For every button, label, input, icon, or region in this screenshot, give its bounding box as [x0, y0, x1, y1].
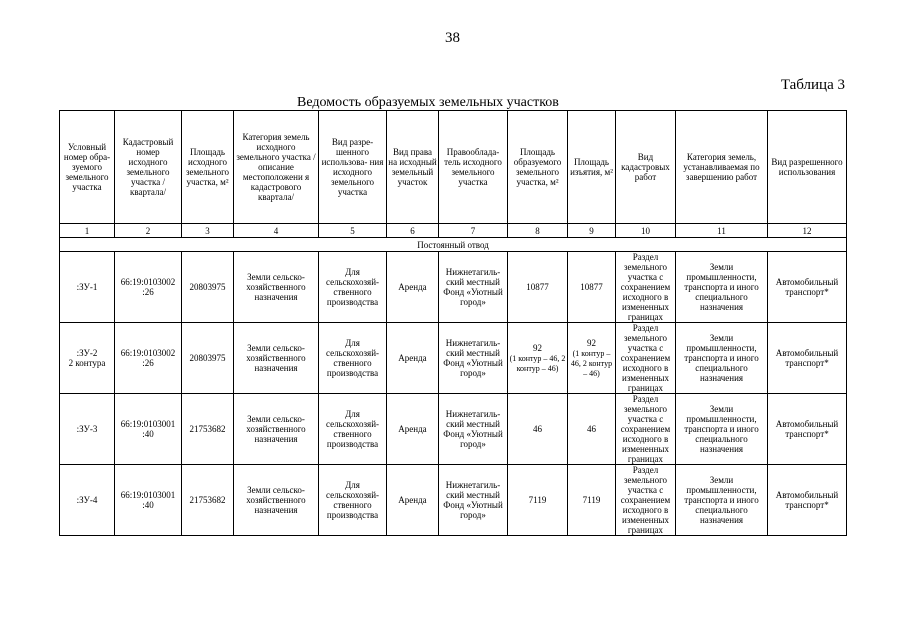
permitted-use-cell: Автомобильный транспорт*	[768, 323, 847, 394]
holder-cell: Нижнетагиль- ский местный Фонд «Уютный город»	[439, 394, 508, 465]
seized-area-cell: 10877	[568, 252, 616, 323]
holder-cell: Нижнетагиль- ский местный Фонд «Уютный город»	[439, 252, 508, 323]
right-type-cell: Аренда	[387, 465, 439, 536]
header-cell: Площадь изъятия, м²	[568, 111, 616, 224]
column-number: 10	[616, 224, 676, 238]
column-number: 8	[508, 224, 568, 238]
final-category-cell: Земли промышленности, транспорта и иного специального назначения	[676, 394, 768, 465]
header-cell: Площадь исходного земельного участка, м²	[182, 111, 234, 224]
header-cell: Вид разре- шенного использова- ния исходного земельного участка	[319, 111, 387, 224]
column-number: 6	[387, 224, 439, 238]
column-number: 12	[768, 224, 847, 238]
header-row	[60, 111, 847, 224]
header-cell: Вид кадастровых работ	[616, 111, 676, 224]
table-row	[60, 465, 847, 536]
column-number: 7	[439, 224, 508, 238]
cadastral-number-cell: 66:19:0103002 :26	[115, 323, 182, 394]
permitted-use-source-cell: Для сельскохозяй- ственного производства	[319, 323, 387, 394]
land-category-cell: Земли сельско- хозяйственного назначения	[234, 323, 319, 394]
column-number: 11	[676, 224, 768, 238]
right-type-cell: Аренда	[387, 394, 439, 465]
plot-id: :ЗУ-4	[76, 495, 98, 505]
page-number: 38	[445, 30, 460, 46]
plot-id: :ЗУ-1	[76, 282, 98, 292]
source-area-cell: 21753682	[182, 394, 234, 465]
seized-area-cell: 7119	[568, 465, 616, 536]
column-number: 9	[568, 224, 616, 238]
plot-id: :ЗУ-2	[76, 348, 98, 358]
plot-id-cell	[60, 394, 115, 465]
permitted-use-cell: Автомобильный транспорт*	[768, 394, 847, 465]
land-plots-table	[59, 110, 847, 536]
header-cell: Правооблада- тель исходного земельного участка	[439, 111, 508, 224]
table-row	[60, 323, 847, 394]
header-cell: Вид права на исходный земельный участок	[387, 111, 439, 224]
new-area-cell: 46	[508, 394, 568, 465]
header-cell: Кадастровый номер исходного земельного участка /квартала/	[115, 111, 182, 224]
header-cell: Вид разрешенного использования	[768, 111, 847, 224]
land-category-cell: Земли сельско- хозяйственного назначения	[234, 252, 319, 323]
table-row	[60, 394, 847, 465]
column-number: 5	[319, 224, 387, 238]
header-cell: Категория земель, устанавливаемая по завершению работ	[676, 111, 768, 224]
seized-area-detail: (1 контур – 46, 2 контур – 46)	[570, 349, 613, 378]
source-area-cell: 20803975	[182, 252, 234, 323]
permitted-use-cell: Автомобильный транспорт*	[768, 465, 847, 536]
column-number: 4	[234, 224, 319, 238]
column-number: 1	[60, 224, 115, 238]
new-area-cell	[508, 323, 568, 394]
plot-id-cell	[60, 323, 115, 394]
holder-cell: Нижнетагиль- ский местный Фонд «Уютный город»	[439, 465, 508, 536]
plot-id-cell	[60, 465, 115, 536]
source-area-cell: 21753682	[182, 465, 234, 536]
permitted-use-source-cell: Для сельскохозяй- ственного производства	[319, 465, 387, 536]
cadastral-number-cell: 66:19:0103001 :40	[115, 465, 182, 536]
cadastral-works-cell: Раздел земельного участка с сохранением исходного в измененных границах	[616, 323, 676, 394]
cadastral-works-cell: Раздел земельного участка с сохранением исходного в измененных границах	[616, 394, 676, 465]
column-number-row	[60, 224, 847, 238]
new-area-cell: 7119	[508, 465, 568, 536]
right-type-cell: Аренда	[387, 252, 439, 323]
cadastral-number-cell: 66:19:0103002 :26	[115, 252, 182, 323]
table-label: Таблица 3	[780, 77, 845, 93]
section-row	[60, 238, 847, 252]
permitted-use-cell: Автомобильный транспорт*	[768, 252, 847, 323]
column-number: 3	[182, 224, 234, 238]
cadastral-number-cell: 66:19:0103001 :40	[115, 394, 182, 465]
column-number: 2	[115, 224, 182, 238]
cadastral-works-cell: Раздел земельного участка с сохранением исходного в измененных границах	[616, 465, 676, 536]
new-area-cell: 10877	[508, 252, 568, 323]
plot-id-cell	[60, 252, 115, 323]
right-type-cell: Аренда	[387, 323, 439, 394]
permitted-use-source-cell: Для сельскохозяй- ственного производства	[319, 252, 387, 323]
permitted-use-source-cell: Для сельскохозяй- ственного производства	[319, 394, 387, 465]
final-category-cell: Земли промышленности, транспорта и иного специального назначения	[676, 465, 768, 536]
land-category-cell: Земли сельско- хозяйственного назначения	[234, 394, 319, 465]
seized-area-cell: 46	[568, 394, 616, 465]
plot-id: :ЗУ-3	[76, 424, 98, 434]
final-category-cell: Земли промышленности, транспорта и иного специального назначения	[676, 252, 768, 323]
header-cell: Площадь образуемого земельного участка, м²	[508, 111, 568, 224]
header-cell: Категория земель исходного земельного участка /описание местоположени я кадастрового квартала/	[234, 111, 319, 224]
cadastral-works-cell: Раздел земельного участка с сохранением исходного в измененных границах	[616, 252, 676, 323]
seized-area-value: 92	[587, 338, 596, 348]
header-cell: Условный номер обра- зуемого земельного участка	[60, 111, 115, 224]
section-label: Постоянный отвод	[60, 238, 847, 252]
document-title: Ведомость образуемых земельных участков	[297, 95, 559, 110]
table-row	[60, 252, 847, 323]
holder-cell: Нижнетагиль- ский местный Фонд «Уютный город»	[439, 323, 508, 394]
new-area-value: 92	[533, 343, 542, 353]
seized-area-cell	[568, 323, 616, 394]
new-area-detail: (1 контур – 46, 2 контур – 46)	[509, 354, 566, 373]
land-category-cell: Земли сельско- хозяйственного назначения	[234, 465, 319, 536]
final-category-cell: Земли промышленности, транспорта и иного специального назначения	[676, 323, 768, 394]
source-area-cell: 20803975	[182, 323, 234, 394]
plot-id-note: 2 контура	[68, 358, 106, 368]
